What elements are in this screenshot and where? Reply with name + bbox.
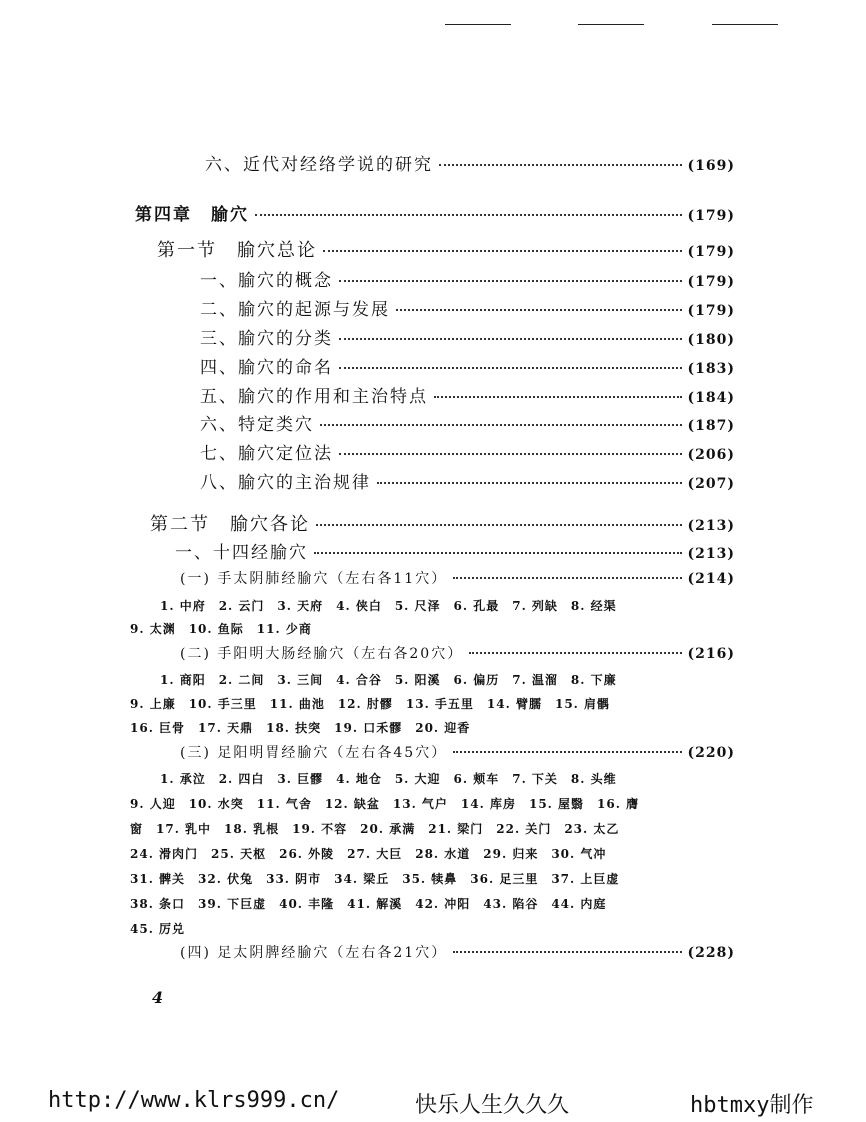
footer-url[interactable]: http://www.klrs999.cn/ <box>48 1088 340 1113</box>
stomach-points-line-5: 31. 髀关 32. 伏兔 33. 阴市 34. 梁丘 35. 犊鼻 36. 足三里 37. 上巨虚 <box>130 872 620 886</box>
footer-credit: hbtmxy制作 <box>690 1093 814 1118</box>
toc-large-intestine-meridian: (二) 手阳明大肠经腧穴（左右各20穴） (216) <box>180 646 735 662</box>
top-rule-1 <box>445 24 511 25</box>
top-rule-3 <box>712 24 778 25</box>
toc-lung-meridian: (一) 手太阴肺经腧穴（左右各11穴） (214) <box>180 571 735 587</box>
top-rule-2 <box>578 24 644 25</box>
toc-entry-modern-research: 六、近代对经络学说的研究 (169) <box>205 155 735 175</box>
toc-section-1: 第一节 腧穴总论 (179) <box>157 240 735 261</box>
toc-item-7: 七、腧穴定位法 (206) <box>200 444 735 464</box>
stomach-points-line-4: 24. 滑肉门 25. 天枢 26. 外陵 27. 大巨 28. 水道 29. 归来 30. 气冲 <box>130 847 607 861</box>
li-points-line-1: 1. 商阳 2. 二间 3. 三间 4. 合谷 5. 阳溪 6. 偏历 7. 温溜 8. 下廉 <box>160 673 617 687</box>
toc-item-3: 三、腧穴的分类 (180) <box>200 329 735 349</box>
toc-item-1: 一、腧穴的概念 (179) <box>200 271 735 291</box>
toc-chapter-4: 第四章 腧穴 (179) <box>135 205 735 225</box>
stomach-points-line-3: 窗 17. 乳中 18. 乳根 19. 不容 20. 承满 21. 梁门 22. 关门 23. 太乙 <box>130 822 620 836</box>
toc-spleen-meridian: (四) 足太阴脾经腧穴（左右各21穴） (228) <box>180 945 735 961</box>
toc-item-2: 二、腧穴的起源与发展 (179) <box>200 300 735 320</box>
lung-points-line-1: 1. 中府 2. 云门 3. 天府 4. 侠白 5. 尺泽 6. 孔最 7. 列缺 8. 经渠 <box>160 599 617 613</box>
stomach-points-line-7: 45. 厉兑 <box>130 922 186 936</box>
li-points-line-3: 16. 巨骨 17. 天鼎 18. 扶突 19. 口禾髎 20. 迎香 <box>130 721 471 735</box>
footer-slogan: 快乐人生久久久 <box>415 1093 570 1118</box>
toc-stomach-meridian: (三) 足阳明胃经腧穴（左右各45穴） (220) <box>180 745 735 761</box>
stomach-points-line-2: 9. 人迎 10. 水突 11. 气舍 12. 缺盆 13. 气户 14. 库房 15. 屋翳 16. 膺 <box>130 797 640 811</box>
toc-item-6: 六、特定类穴 (187) <box>200 415 735 435</box>
toc-item-5: 五、腧穴的作用和主治特点 (184) <box>200 387 735 407</box>
stomach-points-line-1: 1. 承泣 2. 四白 3. 巨髎 4. 地仓 5. 大迎 6. 颊车 7. 下关 8. 头维 <box>160 772 617 786</box>
toc-fourteen-meridians: 一、十四经腧穴 (213) <box>175 543 735 563</box>
page-number: 4 <box>152 988 164 1007</box>
toc-item-4: 四、腧穴的命名 (183) <box>200 358 735 378</box>
toc-section-2: 第二节 腧穴各论 (213) <box>150 514 735 535</box>
stomach-points-line-6: 38. 条口 39. 下巨虚 40. 丰隆 41. 解溪 42. 冲阳 43. 陷谷 44. 内庭 <box>130 897 607 911</box>
lung-points-line-2: 9. 太渊 10. 鱼际 11. 少商 <box>130 622 312 636</box>
li-points-line-2: 9. 上廉 10. 手三里 11. 曲池 12. 肘髎 13. 手五里 14. 臂臑 15. 肩髃 <box>130 697 611 711</box>
toc-item-8: 八、腧穴的主治规律 (207) <box>200 473 735 493</box>
